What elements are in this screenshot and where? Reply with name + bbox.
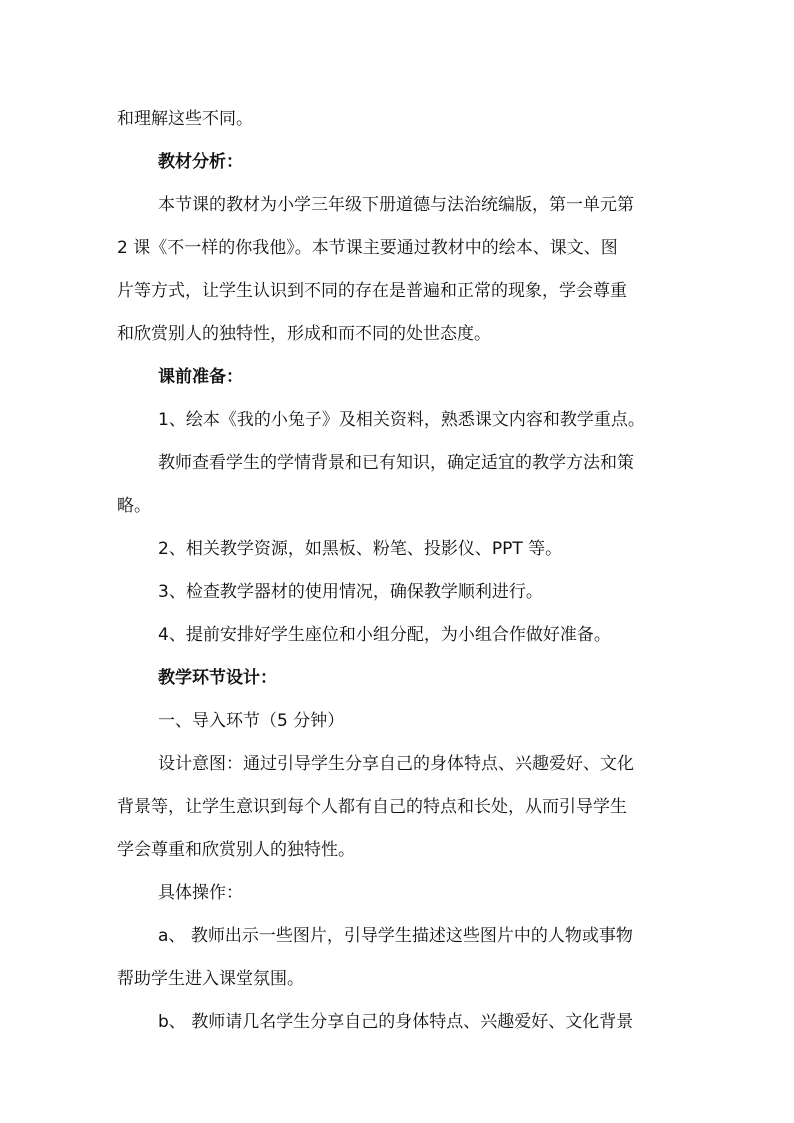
text-line: 帮助学生进入课堂氛围。	[117, 969, 304, 989]
section-heading: 教材分析：	[158, 152, 243, 172]
text-line: 一、导入环节（5 分钟）	[158, 711, 345, 731]
text-line: 本节课的教材为小学三年级下册道德与法治统编版，第一单元第	[158, 195, 634, 215]
section-heading: 课前准备：	[158, 367, 243, 387]
text-line: 4、提前安排好学生座位和小组分配，为小组合作做好准备。	[158, 625, 611, 645]
text-line: 学会尊重和欣赏别人的独特性。	[117, 840, 355, 860]
text-line: 教师查看学生的学情背景和已有知识，确定适宜的教学方法和策	[158, 453, 634, 473]
text-line: 略。	[117, 496, 151, 516]
text-line: 具体操作：	[158, 883, 243, 903]
text-line: 设计意图：通过引导学生分享自己的身体特点、兴趣爱好、文化	[158, 754, 634, 774]
text-line: b、 教师请几名学生分享自己的身体特点、兴趣爱好、文化背景	[158, 1012, 634, 1032]
text-line: 和欣赏别人的独特性，形成和而不同的处世态度。	[117, 324, 491, 344]
section-heading: 教学环节设计：	[158, 668, 277, 688]
text-line: 2 课《不一样的你我他》。本节课主要通过教材中的绘本、课文、图	[117, 238, 618, 258]
text-line: 背景等，让学生意识到每个人都有自己的特点和长处，从而引导学生	[117, 797, 627, 817]
text-line: 片等方式，让学生认识到不同的存在是普遍和正常的现象，学会尊重	[117, 281, 627, 301]
text-line: 和理解这些不同。	[117, 109, 253, 129]
text-line: 2、相关教学资源，如黑板、粉笔、投影仪、PPT 等。	[158, 539, 563, 559]
text-line: a、 教师出示一些图片，引导学生描述这些图片中的人物或事物	[158, 926, 633, 946]
text-line: 1、绘本《我的小兔子》及相关资料，熟悉课文内容和教学重点。	[158, 410, 645, 430]
text-line: 3、检查教学器材的使用情况，确保教学顺利进行。	[158, 582, 543, 602]
